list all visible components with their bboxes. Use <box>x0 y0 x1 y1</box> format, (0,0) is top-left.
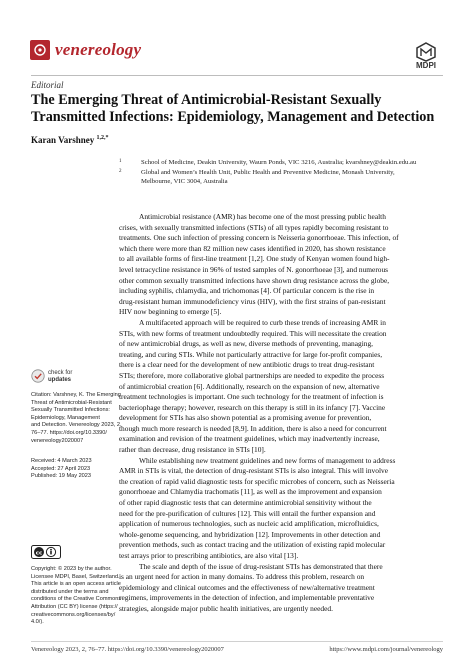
body-line: rather than decrease, drug resistance in STIs [10]. <box>119 445 266 455</box>
affiliation-line: Global and Women’s Health Unit, Public Health and Preventive Medicine, Monash University, <box>141 169 395 176</box>
affiliation-1 <box>119 158 449 167</box>
body-line: including syphilis, chlamydia, and trichomonas [4]. Of particular concern is the rise in <box>119 286 375 296</box>
citation-line: Threat of Antimicrobial-Resistant <box>31 399 112 406</box>
body-line: need for the pre-purification of cultures [12]. This will entail the further expansion and <box>119 508 376 518</box>
footer-citation[interactable]: Venereology 2023, 2, 76–77. https://doi.org/10.3390/venereology2020007 <box>31 646 224 653</box>
date-line: Published: 19 May 2023 <box>31 473 92 480</box>
body-line: level tetracycline resistance in 96% of tested samples of N. gonorrhoeae [3], and numerous <box>119 264 389 274</box>
affiliation-line: School of Medicine, Deakin University, Waurn Ponds, VIC 3216, Australia; kvarshney@deakin.edu.au <box>141 159 417 166</box>
author-name[interactable] <box>31 135 109 145</box>
citation-line: 76–77. https://doi.org/10.3390/ <box>31 429 107 436</box>
body-paragraph <box>119 212 447 318</box>
affiliation-text <box>141 168 449 186</box>
body-line: crises, with sexually transmitted infections (STIs) of all types rapidly becoming resistant to <box>119 222 389 232</box>
journal-logo <box>30 40 50 60</box>
body-line: is an urgent need for action in many domains. To address this problem, research on <box>119 572 365 582</box>
body-line: epidemiology and clinical outcomes and the effectiveness of new/alternative treatment <box>119 582 375 592</box>
title-line: The Emerging Threat of Antimicrobial-Resistant Sexually <box>31 92 382 108</box>
body-line: STIs; therefore, more collaborative global partnerships are needed to expedite the process <box>119 370 385 380</box>
body-line: The scale and depth of the issue of drug-resistant STIs has demonstrated that there <box>139 561 383 571</box>
copyright-line: creativecommons.org/licenses/by/ <box>31 611 116 618</box>
copyright-line: This article is an open access article <box>31 581 121 588</box>
body-line: While establishing new treatment guidelines and new forms of management to address <box>139 455 396 465</box>
body-line: prevention methods, such as contact tracing and the utilization of existing rapid molecular <box>119 540 386 550</box>
body-line: drug-resistant human immunodeficiency virus (HIV), with the first strains of pan-resistant <box>119 296 386 306</box>
mdpi-logo-label: MDPI <box>416 61 436 70</box>
body-line: HIV now beginning to emerge [5]. <box>119 307 222 317</box>
body-line: which there were more than 82 million new cases identified in 2020, has shown resistance <box>119 243 386 253</box>
body-line: to all available forms of first-line treatment [1,2]. One study of Kenyan women found high- <box>119 254 390 264</box>
citation-line: Citation: Varshney, K. The Emerging <box>31 392 121 398</box>
copyright-line: Licensee MDPI, Basel, Switzerland. <box>31 573 120 580</box>
body-line: bacteriophage therapy; however, research on this therapy is still in its infancy [7]. Vaccine <box>119 402 386 412</box>
author-affiliation-marker: 1,2,* <box>96 135 109 141</box>
body-line: Antimicrobial resistance (AMR) has become one of the most pressing public health <box>139 212 386 221</box>
cc-text: cc <box>35 550 43 557</box>
article-title <box>31 92 451 125</box>
mdpi-logo-icon <box>409 42 443 62</box>
journal-logo-icon <box>33 43 47 57</box>
body-paragraph <box>119 318 447 456</box>
body-line: other common sexually transmitted infections have shown drug resistance across the globe, <box>119 275 390 285</box>
body-line: the creation of rapid valid diagnostic tests for specific microbes of concern, such as Neisseria <box>119 476 395 486</box>
body-line: whole-genome sequencing, and hybridization [12]. Improvements in other detection and <box>119 529 381 539</box>
body-line: test arrays prior to prescribing antibiotics, are also vital [13]. <box>119 551 299 560</box>
citation-line: and Detection. Venereology 2023, 2, <box>31 422 122 429</box>
body-line: treatment technologies is important. One such technology for the treatment of infection is <box>119 392 384 402</box>
footer-journal-url[interactable]: https://www.mdpi.com/journal/venereology <box>329 646 443 653</box>
body-line: there is a clear need for the development of new antibiotic drugs to treat drug-resistant <box>119 360 375 370</box>
body-line: of other rapid diagnostic tests that can determine antimicrobial sensitivity without the <box>119 498 372 508</box>
check-for-updates-button[interactable] <box>31 369 111 387</box>
copyright-line: Attribution (CC BY) license (https:// <box>31 603 118 610</box>
copyright-line: distributed under the terms and <box>31 588 109 595</box>
body-line: regimens, improvements in the detection of infection, and implementable preventative <box>119 593 375 603</box>
article-body <box>119 212 447 615</box>
footer-divider <box>31 641 443 642</box>
body-line: though much more research is needed [8,9]. In addition, there is also a need for concurrent <box>119 423 387 433</box>
affiliation-number: 1 <box>119 159 122 164</box>
mdpi-logo[interactable] <box>409 42 443 72</box>
citation-block <box>31 392 122 445</box>
copyright-line: Copyright: © 2023 by the author. <box>31 566 112 572</box>
body-paragraph <box>119 562 447 615</box>
citation-line: venereology2020007 <box>31 437 84 444</box>
body-line: examination and revision of the treatment guidelines, which may inadvertently increase, <box>119 434 380 444</box>
body-line: STIs, with new forms of treatment undoubtedly required. This will necessitate the creation <box>119 328 387 338</box>
affiliation-text <box>141 158 449 167</box>
body-paragraph <box>119 456 447 562</box>
check-for-updates-label <box>48 370 72 384</box>
header-divider <box>31 75 443 76</box>
body-line: of antimicrobial creation [6]. Additionally, research on the expansion of new, alternative <box>119 381 380 391</box>
copyright-line: conditions of the Creative Commons <box>31 596 122 603</box>
title-line: Transmitted Infections: Epidemiology, Management and Detection <box>31 108 435 125</box>
copyright-line: 4.0/). <box>31 619 44 626</box>
body-line: development for STIs has also shown potential as a promising avenue for prevention, <box>119 413 372 423</box>
creative-commons-icon <box>31 545 61 559</box>
article-category: Editorial <box>31 80 64 90</box>
body-line: AMR in STIs is vital, the detection of drug-resistant STIs is also integral. This will involve <box>119 466 388 476</box>
citation-line: Epidemiology, Management <box>31 414 100 421</box>
affiliation-number: 2 <box>119 169 122 174</box>
check-for-updates-icon <box>31 369 45 383</box>
journal-name: venereology <box>55 40 142 59</box>
check-line-1: check for <box>48 370 73 376</box>
copyright-block <box>31 566 122 627</box>
body-line: treatments. One such infection of pressing concern is Neisseria gonorrhoeae. This infection, of <box>119 233 399 243</box>
body-line: strategies, alongside major public health initiatives, are urgently needed. <box>119 603 333 613</box>
date-line: Received: 4 March 2023 <box>31 458 92 464</box>
body-line: treating, and curing STIs. While not particularly attractive for large for-profit companies, <box>119 349 383 359</box>
body-line: of new antimicrobial drugs, as well as new, diverse methods of preventing, managing, <box>119 339 374 349</box>
date-line: Accepted: 27 April 2023 <box>31 465 91 472</box>
author-name-text: Karan Varshney <box>31 135 95 145</box>
body-line: gonorrhoeae and Chlamydia trachomatis [11], as well as the improvement and expansion <box>119 487 382 497</box>
cc-license-badge[interactable] <box>31 545 61 559</box>
affiliation-2 <box>119 168 449 186</box>
check-line-2: updates <box>48 377 72 383</box>
body-line: application of numerous technologies, such as nucleic acid amplification, microfluidics, <box>119 519 379 529</box>
body-line: A multifaceted approach will be required to curb these trends of increasing AMR in <box>139 317 386 327</box>
dates-block <box>31 458 113 481</box>
citation-line: Sexually Transmitted Infections: <box>31 407 110 414</box>
affiliation-line: Melbourne, VIC 3004, Australia <box>141 178 228 185</box>
